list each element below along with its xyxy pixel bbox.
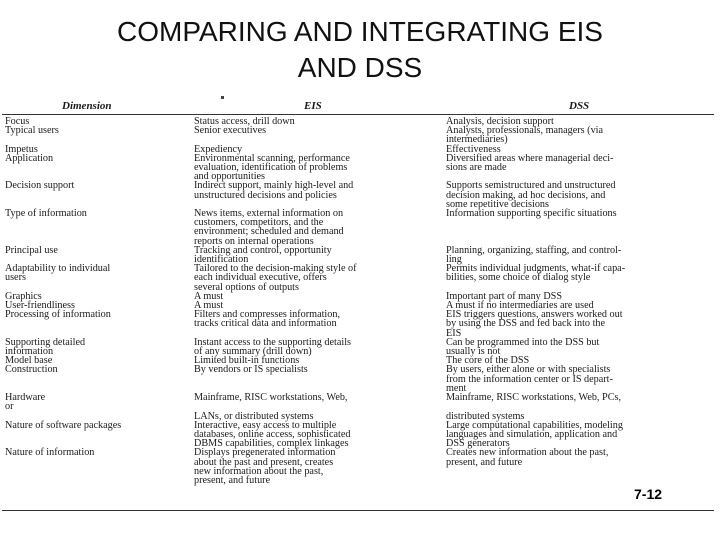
dimension-cell: Processing of information bbox=[5, 309, 111, 321]
dimension-cell: Graphics bbox=[5, 290, 42, 302]
table-row bbox=[2, 154, 714, 182]
dss-cell: Can be programmed into the DSS but usually is not bbox=[446, 336, 600, 358]
dimension-cell: Principal use bbox=[5, 244, 58, 256]
dimension-cell: User-friendliness bbox=[5, 300, 75, 312]
dss-cell: Supports semistructured and unstructured decision making, ad hoc decisions, and some repetitive decisions bbox=[446, 180, 616, 210]
dimension-cell: Application bbox=[5, 152, 54, 164]
header-dimension: Dimension bbox=[62, 100, 112, 112]
table-row bbox=[2, 421, 714, 449]
table-row bbox=[2, 338, 714, 356]
table-row bbox=[2, 310, 714, 338]
table-top-rule bbox=[2, 114, 714, 115]
table-row bbox=[2, 448, 714, 485]
dss-cell: Mainframe, RISC workstations, Web, PCs, distributed systems bbox=[446, 392, 622, 422]
dss-cell: Planning, organizing, staffing, and control- ling bbox=[446, 244, 622, 266]
dss-cell: Analysis, decision support bbox=[446, 116, 554, 127]
table-row bbox=[2, 292, 714, 301]
dss-cell: Important part of many DSS bbox=[446, 290, 563, 302]
dimension-cell: Nature of software packages bbox=[5, 419, 122, 431]
table-row bbox=[2, 246, 714, 264]
dss-cell: Information supporting specific situations bbox=[446, 208, 617, 220]
dimension-cell: Typical users bbox=[5, 125, 59, 137]
table-row bbox=[2, 209, 714, 246]
dss-cell: Creates new information about the past, present, and future bbox=[446, 447, 609, 468]
table-row bbox=[2, 181, 714, 209]
dimension-cell: Model base bbox=[5, 355, 53, 367]
header-dss: DSS bbox=[569, 100, 590, 112]
eis-cell: Tracking and control, opportunity identification bbox=[194, 244, 332, 266]
eis-cell: Tailored to the decision-making style of each individual executive, offers several options of outputs bbox=[194, 263, 357, 293]
table-row bbox=[2, 365, 714, 393]
eis-cell: Expediency bbox=[194, 143, 243, 155]
page-number: 7-12 bbox=[634, 486, 663, 502]
table-row bbox=[2, 393, 714, 421]
dss-cell: Effectiveness bbox=[446, 143, 501, 155]
dimension-cell: Adaptability to individual users bbox=[5, 263, 111, 284]
title-line-2: AND DSS bbox=[297, 52, 423, 83]
eis-cell: Interactive, easy access to multiple databases, online access, sophisticated DBMS capabilities, complex linkages bbox=[194, 419, 351, 450]
header-eis: EIS bbox=[304, 100, 322, 112]
dimension-cell: Construction bbox=[5, 364, 58, 376]
eis-cell: Status access, drill down bbox=[194, 116, 295, 127]
eis-cell: A must bbox=[194, 300, 224, 312]
eis-cell: Mainframe, RISC workstations, Web, LANs, or distributed systems bbox=[194, 392, 348, 422]
eis-cell: By vendors or IS specialists bbox=[194, 364, 308, 376]
dss-cell: Permits individual judgments, what-if capa- bilities, some choice of dialog style bbox=[446, 263, 626, 284]
dss-cell: The core of the DSS bbox=[446, 355, 530, 367]
table-body bbox=[2, 117, 714, 485]
dss-cell: Large computational capabilities, modeling languages and simulation, application and DSS generators bbox=[446, 419, 623, 450]
dss-cell: A must if no intermediaries are used bbox=[446, 300, 594, 312]
dimension-cell: Decision support bbox=[5, 180, 75, 192]
comparison-table bbox=[2, 100, 714, 514]
dimension-cell: Hardware or bbox=[5, 392, 46, 413]
dss-cell: EIS triggers questions, answers worked out by using the DSS and fed back into the EIS bbox=[446, 309, 623, 339]
eis-cell: Limited built-in functions bbox=[194, 355, 300, 367]
dimension-cell: Nature of information bbox=[5, 447, 95, 459]
eis-cell: Environmental scanning, performance evaluation, identification of problems and opportunities bbox=[194, 152, 350, 183]
dss-cell: Diversified areas where managerial deci- sions are made bbox=[446, 152, 614, 174]
eis-cell: A must bbox=[194, 290, 224, 302]
dimension-cell: Focus bbox=[5, 116, 30, 127]
eis-cell: Indirect support, mainly high-level and unstructured decisions and policies bbox=[194, 180, 354, 201]
table-row bbox=[2, 117, 714, 126]
title-line-1: COMPARING AND INTEGRATING EIS bbox=[117, 16, 603, 47]
eis-cell: News items, external information on customers, competitors, and the environment; scheduled and demand reports on internal operations bbox=[194, 208, 344, 247]
table-row bbox=[2, 264, 714, 292]
eis-cell: Instant access to the supporting details of any summary (drill down) bbox=[194, 336, 352, 358]
eis-cell: Senior executives bbox=[194, 125, 267, 137]
dss-cell: Analysts, professionals, managers (via intermediaries) bbox=[446, 125, 604, 146]
eis-cell: Displays pregenerated information about the past and present, creates new information about the past, present, and future bbox=[194, 447, 336, 486]
dimension-cell: Type of information bbox=[5, 208, 87, 220]
eis-cell: Filters and compresses information, tracks critical data and information bbox=[194, 309, 340, 330]
stray-mark bbox=[221, 96, 224, 99]
dimension-cell: Supporting detailed information bbox=[5, 336, 86, 358]
table-row bbox=[2, 126, 714, 144]
table-bottom-rule bbox=[2, 510, 714, 511]
dimension-cell: Impetus bbox=[5, 143, 38, 155]
dss-cell: By users, either alone or with specialists from the information center or IS depart- ment bbox=[446, 364, 613, 394]
slide-title bbox=[0, 14, 720, 86]
